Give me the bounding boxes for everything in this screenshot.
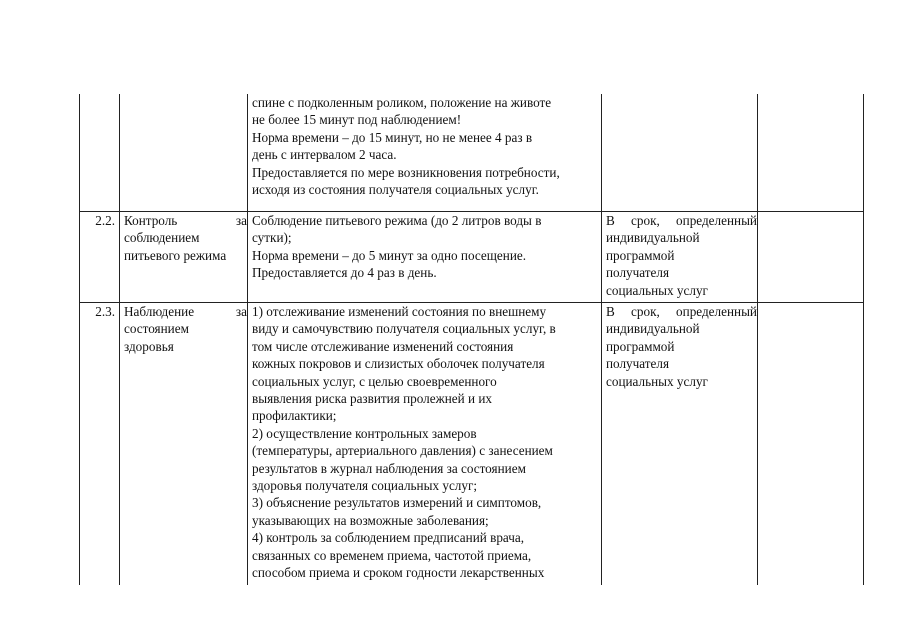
service-description-cell — [248, 212, 602, 303]
extra-cell — [758, 212, 864, 303]
term-line: индивидуальной — [606, 230, 700, 246]
description-line: способом приема и сроком годности лекарственных — [252, 565, 545, 581]
description-line: социальных услуг, с целью своевременного — [252, 373, 497, 389]
extra-cell — [758, 94, 864, 212]
service-description-cell — [248, 303, 602, 586]
description-line: виду и самочувствию получателя социальных услуг, в — [252, 321, 556, 337]
description-line: Предоставляется по мере возникновения потребности, — [252, 164, 560, 180]
term-line: социальных услуг — [606, 373, 708, 389]
description-line: здоровья получателя социальных услуг; — [252, 478, 478, 494]
description-line: том числе отслеживание изменений состояния — [252, 338, 514, 354]
term-line: В срок, определенный — [606, 304, 757, 319]
service-name-line: состоянием — [124, 321, 189, 337]
description-line: (температуры, артериального давления) с занесением — [252, 443, 553, 459]
service-name-line: питьевого режима — [124, 247, 227, 263]
description-line: 1) отслеживание изменений состояния по внешнему — [252, 304, 547, 319]
term-line: В срок, определенный — [606, 213, 757, 228]
table-row — [80, 212, 864, 303]
term-line: индивидуальной — [606, 321, 700, 337]
description-line: спине с подколенным роликом, положение на животе — [252, 95, 552, 110]
service-description-cell — [248, 94, 602, 212]
table-row — [80, 94, 864, 212]
row-number: 2.3. — [80, 303, 120, 586]
term-cell — [602, 303, 758, 586]
term-cell — [602, 212, 758, 303]
description-line: 3) объяснение результатов измерений и симптомов, — [252, 495, 542, 511]
description-line: указывающих на возможные заболевания; — [252, 512, 489, 528]
description-line: Норма времени – до 15 минут, но не менее 4 раз в — [252, 129, 533, 145]
term-line: получателя — [606, 356, 670, 372]
description-line: связанных со временем приема, частотой приема, — [252, 547, 532, 563]
term-cell — [602, 94, 758, 212]
description-line: день с интервалом 2 часа. — [252, 147, 397, 163]
service-name-cell — [120, 212, 248, 303]
description-line: кожных покровов и слизистых оболочек получателя — [252, 356, 545, 372]
description-line: профилактики; — [252, 408, 337, 424]
description-line: Предоставляется до 4 раз в день. — [252, 265, 437, 281]
description-line: выявления риска развития пролежней и их — [252, 391, 492, 407]
service-name-line: здоровья — [124, 338, 174, 354]
term-line: программой — [606, 247, 675, 263]
service-name-cell — [120, 94, 248, 212]
description-line: Соблюдение питьевого режима (до 2 литров воды в — [252, 213, 542, 228]
term-line: программой — [606, 338, 675, 354]
description-line: 4) контроль за соблюдением предписаний врача, — [252, 530, 525, 546]
description-line: Норма времени – до 5 минут за одно посещение. — [252, 247, 527, 263]
service-name-line: соблюдением — [124, 230, 200, 246]
services-table — [79, 94, 864, 585]
table-row — [80, 303, 864, 586]
term-line: социальных услуг — [606, 282, 708, 298]
service-name-line: Контроль за — [124, 213, 247, 228]
description-line: 2) осуществление контрольных замеров — [252, 425, 477, 441]
extra-cell — [758, 303, 864, 586]
description-line: сутки); — [252, 230, 292, 246]
description-line: не более 15 минут под наблюдением! — [252, 112, 462, 128]
service-name-line: Наблюдение за — [124, 304, 247, 319]
row-number: 2.2. — [80, 212, 120, 303]
description-line: исходя из состояния получателя социальных услуг. — [252, 182, 539, 198]
term-line: получателя — [606, 265, 670, 281]
description-line: результатов в журнал наблюдения за состоянием — [252, 460, 526, 476]
row-number — [80, 94, 120, 212]
service-name-cell — [120, 303, 248, 586]
